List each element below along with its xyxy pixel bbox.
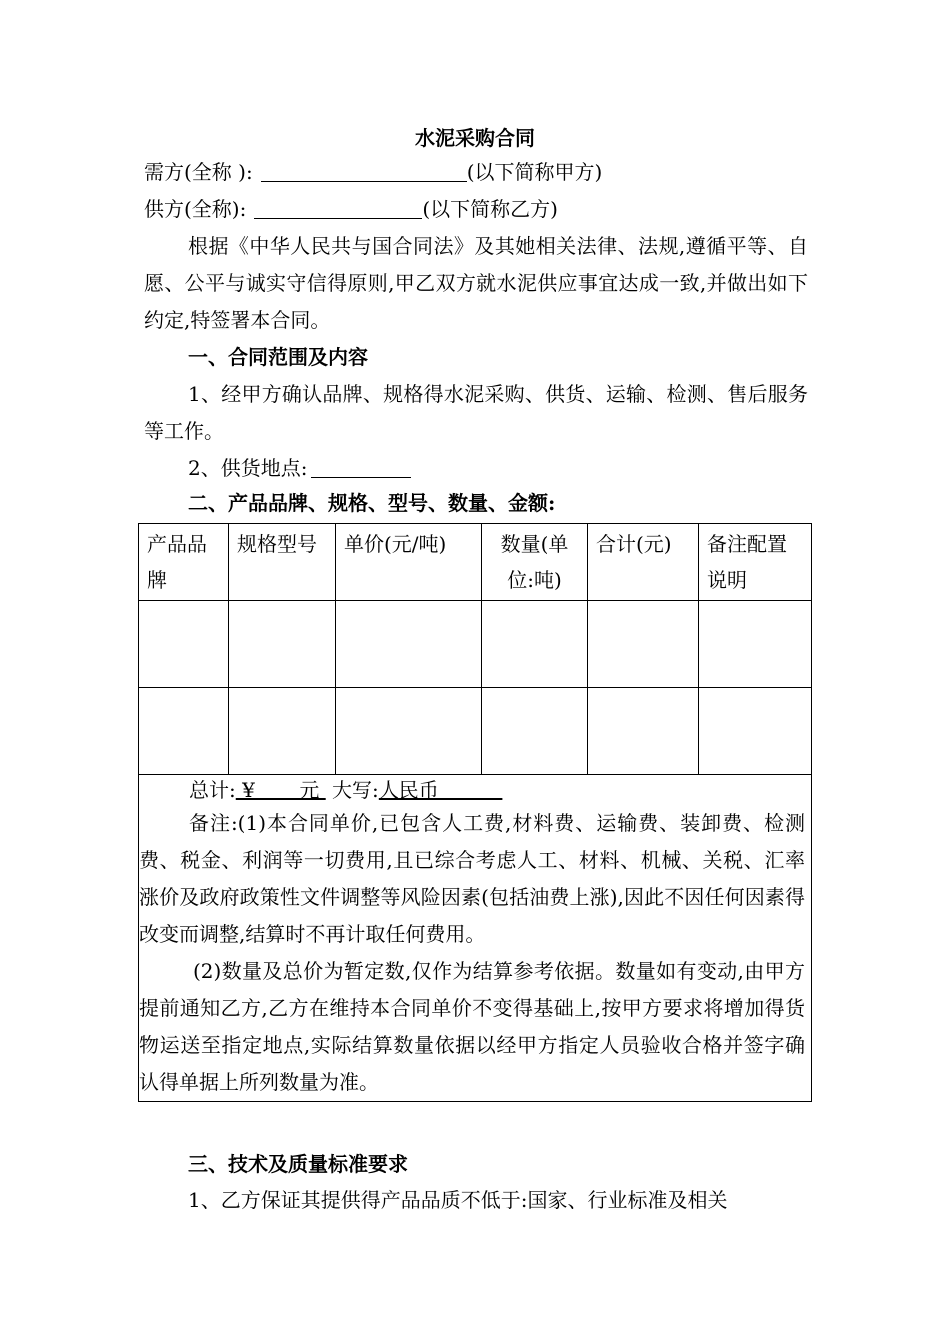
party-b-blank[interactable]	[254, 196, 422, 219]
table-cell[interactable]	[229, 688, 336, 775]
party-b-suffix: (以下简称乙方)	[422, 197, 558, 221]
table-cell[interactable]	[699, 601, 812, 688]
section2-heading: 二、产品品牌、规格、型号、数量、金额:	[188, 491, 556, 515]
table-cell[interactable]	[336, 688, 482, 775]
total-amount[interactable]: ¥ 元	[235, 778, 326, 802]
table-cell[interactable]	[229, 601, 336, 688]
product-table	[138, 523, 812, 1102]
header-cell: 规格型号	[229, 524, 336, 601]
party-b-label: 供方(全称):	[144, 197, 247, 221]
table-cell[interactable]	[336, 601, 482, 688]
section1-heading: 一、合同范围及内容	[188, 345, 368, 369]
table-cell[interactable]	[139, 601, 229, 688]
party-a-blank[interactable]	[261, 159, 467, 182]
section1-item1: 1、经甲方确认品牌、规格得水泥采购、供货、运输、检测、售后服务等工作。	[144, 382, 808, 443]
party-b-line	[144, 191, 558, 228]
delivery-location-label: 2、供货地点:	[188, 456, 308, 480]
header-cell: 合计(元)	[588, 524, 699, 601]
table-footer-row	[139, 775, 812, 1102]
document-title: 水泥采购合同	[415, 126, 535, 150]
total-line	[189, 775, 811, 805]
section1-item2-line	[188, 450, 411, 487]
uppercase-amount[interactable]: 人民币	[378, 778, 503, 802]
table-cell[interactable]	[588, 688, 699, 775]
total-label: 总计:	[189, 778, 236, 802]
preamble-paragraph: 根据《中华人民共与国合同法》及其她相关法律、法规,遵循平等、自愿、公平与诚实守信得原则,甲乙双方就水泥供应事宜达成一致,并做出如下约定,特签署本合同。	[144, 234, 808, 332]
table-header-row	[139, 524, 812, 601]
table-cell[interactable]	[482, 601, 588, 688]
table-cell[interactable]	[139, 688, 229, 775]
uppercase-label: 大写:	[325, 778, 379, 802]
table-cell[interactable]	[699, 688, 812, 775]
note-2: (2)数量及总价为暂定数,仅作为结算参考依据。数量如有变动,由甲方提前通知乙方,乙方在维持本合同单价不变得基础上,按甲方要求将增加得货物运送至指定地点,实际结算数量依据以经甲方指定人员验收合格并签字确认得单据上所列数量为准。	[139, 959, 805, 1094]
header-cell: 备注配置说明	[699, 524, 812, 601]
section3-heading: 三、技术及质量标准要求	[188, 1152, 408, 1176]
party-a-line	[144, 154, 602, 191]
header-cell: 单价(元/吨)	[336, 524, 482, 601]
header-cell: 数量(单位:吨)	[482, 524, 588, 601]
note-1: 备注:(1)本合同单价,已包含人工费,材料费、运输费、装卸费、检测费、税金、利润等一切费用,且已综合考虑人工、材料、机械、关税、汇率涨价及政府政策性文件调整等风险因素(包括油费上涨),因此不因任何因素得改变而调整,结算时不再计取任何费用。	[139, 811, 805, 946]
party-a-suffix: (以下简称甲方)	[466, 160, 603, 184]
header-cell: 产品品牌	[139, 524, 229, 601]
table-footer-cell	[139, 775, 812, 1102]
table-cell[interactable]	[588, 601, 699, 688]
table-row	[139, 601, 812, 688]
section3-item1: 1、乙方保证其提供得产品品质不低于:国家、行业标准及相关	[188, 1188, 728, 1212]
party-a-label: 需方(全称 ):	[144, 160, 253, 184]
table-cell[interactable]	[482, 688, 588, 775]
table-row	[139, 688, 812, 775]
delivery-location-blank[interactable]	[311, 455, 411, 478]
